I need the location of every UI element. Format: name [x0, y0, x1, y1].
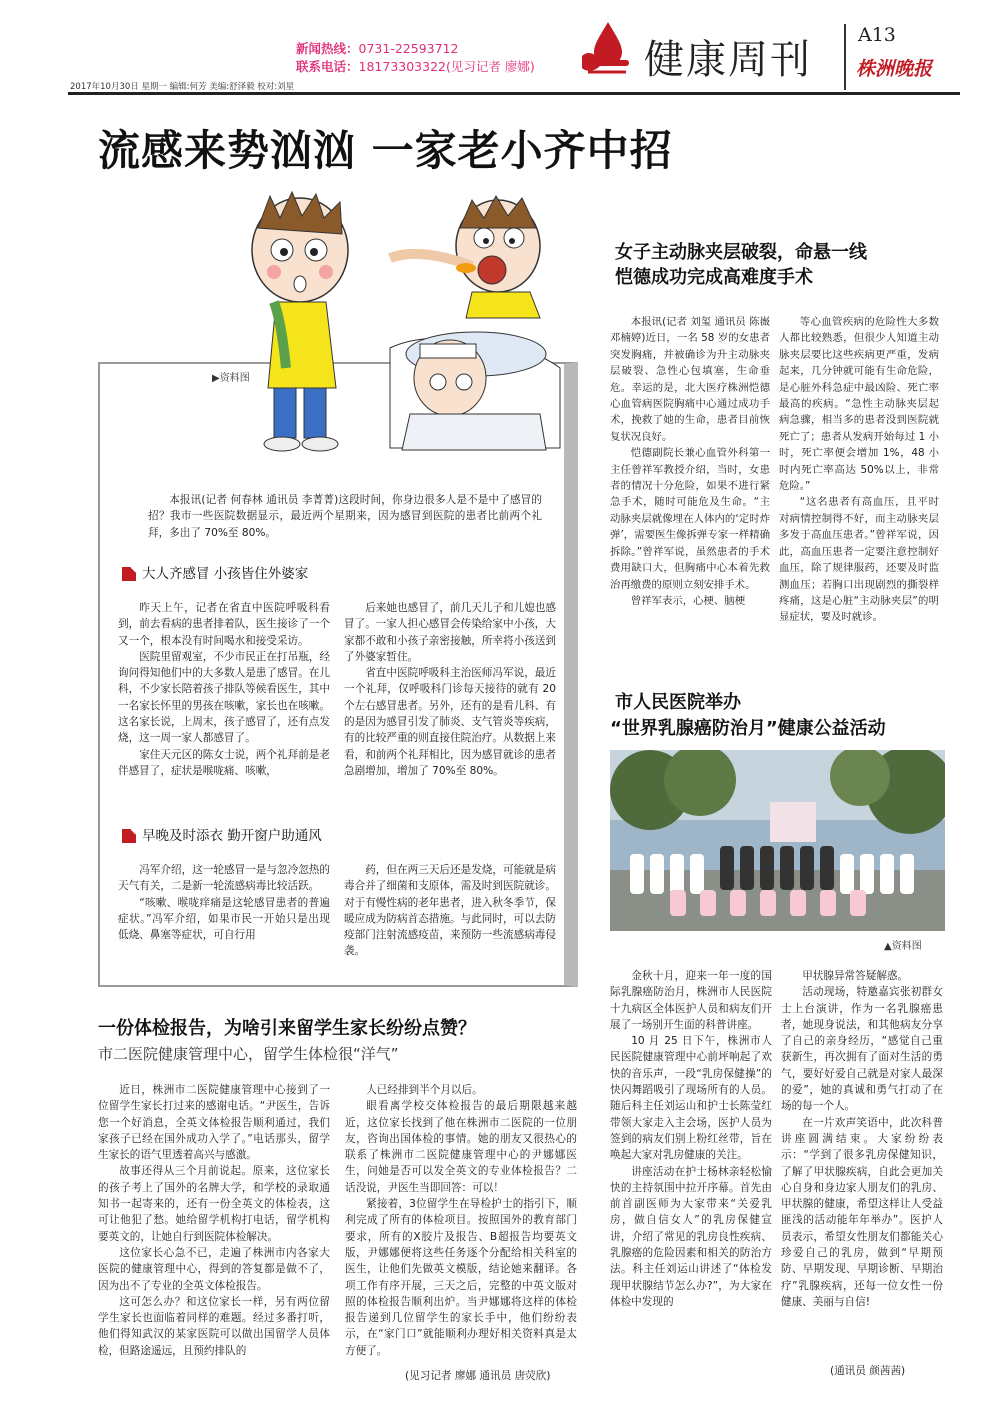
section-marker-icon	[122, 567, 136, 581]
story2-title-line2: 恺德成功完成高难度手术	[615, 267, 813, 288]
story2-col2	[779, 314, 939, 626]
story4-title: 一份体检报告，为啥引来留学生家长纷纷点赞？	[98, 1018, 476, 1039]
paragraph-line: “这名患者有高血压，且平时对病情控制得不好，而主动脉夹层多发于高血压患者。”曾祥军说，因此，高血压患者一定要注意控制好血压，除了规律服药，还要及时监测血压；若胸口出现剧烈的撕裂样疼痛，这是心脏“主动脉夹层”的明显症状，要及时就诊。	[779, 496, 939, 624]
story4-col1	[98, 1082, 330, 1359]
contact-phone	[296, 58, 535, 76]
section1-heading	[122, 562, 308, 582]
paragraph-line: 等心血管疾病的危险性大多数人都比较熟悉，但很少人知道主动脉夹层要比这些疾病更严重，发病起来，几分钟就可能有生命危险，是心脏外科急症中最凶险、死亡率最高的疾病。“急性主动脉夹层起病急骤，相当多的患者没到医院就死亡了；患者从发病开始每过 1 小时，死亡率便会增加 1%，48 小时内死亡率高达 50%以上，非常危险。”	[779, 316, 939, 493]
paragraph-line: 甲状腺异常答疑解惑。	[802, 970, 909, 982]
paragraph-line: 后来她也感冒了，前几天儿子和儿媳也感冒了。一家人担心感冒会传染给家中小孩，大家都不敢和小孩子亲密接触，所幸将小孩送到了外婆家暂住。	[344, 602, 556, 663]
story3-col1	[610, 968, 772, 1310]
paragraph-line: 金秋十月，迎来一年一度的国际乳腺癌防治月，株洲市人民医院十九病区全体医护人员和病友们开展了一场别开生面的科普讲座。	[610, 970, 772, 1031]
standing-boy-figure	[252, 192, 348, 451]
section2-col2: 药，但在两三天后还是发烧，可能就是病毒合并了细菌和支原体，需及时到医院就诊。对于有慢性病的老年患者，进入秋冬季节，保暖应成为防病首态措施。与此同时，可以去防疫部门注射流感疫苗，来预防一些流感病毒侵袭。	[344, 864, 556, 958]
masthead-divider	[844, 24, 846, 90]
hotline-value: 0731-22593712	[358, 41, 459, 56]
image-caption: ▶资料图	[212, 373, 250, 384]
story4-col2	[345, 1082, 577, 1359]
paragraph-line: 曾祥军表示，心梗、脑梗	[630, 594, 746, 607]
story4-byline: (见习记者 廖娜 通讯员 唐荧欣)	[405, 1370, 551, 1382]
hotline-label: 新闻热线：	[296, 41, 359, 56]
story3-title-line2: “世界乳腺癌防治月”健康公益活动	[610, 718, 886, 739]
main-headline: 流感来势汹汹 一家老小齐中招	[98, 126, 673, 175]
paragraph-line: 故事还得从三个月前说起。原来，这位家长的孩子考上了国外的名牌大学，和学校的录取通知书一起寄来的，还有一份全英文的体检表，这可让他犯了愁。她给留学机构打电话，留学机构要英文的，让她自行到医院体检解决。	[98, 1165, 330, 1243]
medicine-spoon-figure	[390, 196, 540, 318]
section-marker-icon	[122, 829, 136, 843]
page-number: A13	[858, 24, 896, 46]
paragraph-line: 省直中医院呼吸科主治医师冯军说，最近一个礼拜，仅呼吸科门诊每天接待的就有 20 个左右感冒患者。另外，还有的是看儿科、有的是因为感冒引发了肺炎、支气管炎等疾病，有的比较严重的则直接住院治疗。从数据上来看，和前两个礼拜相比，因为感冒就诊的患者急剧增加，增加了 70%至 80%。	[344, 667, 560, 777]
cartoon-sick-family	[240, 188, 600, 463]
story4-subtitle: 市二医院健康管理中心，留学生体检很“洋气”	[98, 1045, 399, 1063]
main-intro: 本报讯(记者 何春林 通讯员 李菁菁)这段时间，你身边很多人是不是中了感冒的招？我市一些医院数据显示，最近两个星期来，因为感冒到医院的患者比前两个礼拜，多出了 70%至 80%。	[148, 494, 542, 539]
photo-caption: ▲资料图	[884, 941, 922, 952]
section1-title: 大人齐感冒 小孩皆住外婆家	[142, 566, 309, 582]
paragraph-line: 活动现场，特邀嘉宾张初群女士上台演讲，作为一名乳腺癌患者，她现身说法，和其他病友分享了自己的亲身经历，“感觉自己重获新生，再次拥有了面对生活的勇气，要好好爱自己就是对家人最深的爱”，她的真诚和勇气打动了在场的每一个人。	[781, 986, 943, 1113]
paragraph-line: 人已经排到半个月以后。	[366, 1084, 483, 1096]
story3-title-line1: 市人民医院举办	[615, 692, 741, 713]
section1-col1	[118, 600, 330, 779]
paragraph-line: 这位家长心急不已，走遍了株洲市内各家大医院的健康管理中心，得到的答复都是做不了，因为出不了专业的全英文体检报告。	[98, 1246, 330, 1292]
story2-col1	[610, 314, 774, 609]
section2-heading	[122, 824, 322, 844]
story3-col2	[781, 968, 943, 1310]
section-title: 健康周刊	[644, 37, 812, 83]
paragraph-line: 本报讯(记者 刘玺 通讯员 陈嶶 邓楠婷)近日，一名 58 岁的女患者突发胸痛，并被确诊为升主动脉夹层破裂、急性心包填塞，生命垂危。幸运的是，北大医疗株洲恺德心血管病医院胸痛中心通过成功手术，挽救了她的生命，患者目前恢复状况良好。	[610, 316, 774, 443]
contact-value: 18173303322(见习记者 廖娜)	[358, 59, 535, 74]
contact-label: 联系电话：	[296, 59, 359, 74]
sick-bed-figure	[390, 332, 560, 450]
paragraph-line: 医院里留观室，不少市民正在打吊瓶，经询问得知他们中的大多数人是患了感冒。在儿科，不少家长陪着孩子排队等候看医生，其中一名家长怀里的男孩在咳嗽，家长也在咳嗽。这名家长说，上周末，孩子感冒了，还有点发烧，这一周一家人都感冒了。	[118, 650, 330, 745]
story2-title-line1: 女子主动脉夹层破裂，命悬一线	[615, 242, 867, 263]
section1-col2	[344, 600, 560, 779]
paragraph-line: 眼看离学校交体检报告的最后期限越来越近，这位家长找到了他在株洲市二医院的一位朋友，咨询出国体检的事情。她的朋友又很热心的联系了株洲市二医院健康管理中心的尹娜娜医生，问她是否可以发全英文的专业体检报告？二话没说，尹医生当即回答：可以！	[345, 1100, 577, 1194]
section2-col1	[118, 862, 330, 943]
paragraph-line: 在一片欢声笑语中，此次科普讲座圆满结束。大家纷纷表示：“学到了很多乳房保健知识，了解了甲状腺疾病，自此会更加关心自身和身边家人朋友们的乳房、甲状腺的健康，希望这样让人受益匪浅的活动能年年举办”。医护人员表示，希望女性朋友们都能关心珍爱自己的乳房，做到“早期预防、早期发现、早期诊断、早期治疗”乳腺疾病，还每一位女性一份健康、美丽与自信!	[781, 1116, 943, 1308]
section2-title: 早晚及时添衣 勤开窗户助通风	[142, 828, 322, 844]
paragraph-line: 近日，株洲市二医院健康管理中心接到了一位留学生家长打过来的感谢电话。“尹医生，告诉您一个好消息，全英文体检报告顺利通过，我们家孩子已经在国外成功入学了。”电话那头，留学生家长的语气里透着高兴与感激。	[98, 1084, 330, 1162]
masthead-rule	[68, 92, 960, 95]
paragraph-line: 紧接着，3位留学生在导检护士的指引下，顺利完成了所有的体检项目。按照国外的教育部门要求，所有的X胶片及报告、B超报告均要英文版，尹娜娜便将这些任务逐个分配给相关科室的医生，让他们先做英文模版，结论她来翻译。各项工作有序开展，三天之后，完整的中英文版对照的体检报告顺利出炉。当尹娜娜将这样的体检报告递到几位留学生的家长手中，他们纷纷表示，在“家门口”就能顺利办理好相关资料真是太方便了。	[345, 1198, 577, 1357]
paragraph-line: 讲座活动在护士杨林亲轻松愉快的主持氛围中拉开序幕。首先由前首副医师为大家带来“关爱乳房，做自信女人”的乳房保健宣讲，介绍了常见的乳房良性疾病、乳腺癌的危险因素和相关的防治方法。科主任刘运山讲述了“体检发现甲状腺结节怎么办?”，为大家在体检中发现的	[610, 1165, 772, 1308]
news-hotline	[296, 40, 458, 58]
paper-name: 株洲晚报	[856, 58, 933, 80]
group-photo	[610, 750, 945, 931]
paragraph-line: 这可怎么办？和这位家长一样，另有两位留学生家长也面临着同样的难题。经过多番打听，他们得知武汉的某家医院可以做出国留学人员体检，但路途遥远，且预约排队的	[98, 1295, 330, 1357]
paragraph-line: 家住天元区的陈女士说，两个礼拜前是老伴感冒了，症状是喉咙痛、咳嗽，	[118, 748, 330, 777]
section-logo-icon	[578, 20, 634, 78]
date-line: 2017年10月30日 星期一 编辑:何芳 美编:舒泽毅 校对:刘星	[70, 82, 295, 92]
paragraph-line: 恺德副院长兼心血管外科第一主任曾祥军教授介绍，当时，女患者的情况十分危险，如果不进行紧急手术，随时可能危及生命。“主动脉夹层就像埋在人体内的‘定时炸弹’，需要医生像拆弹专家一样精确拆除。”曾祥军说，虽然患者的手术费用缺口大，但胸痛中心本着先救治再缴费的原则立刻安排手术。	[610, 447, 770, 591]
paragraph-line: 昨天上午，记者在省直中医院呼吸科看到，前去看病的患者排着队，医生接诊了一个又一个，根本没有时间喝水和接受采访。	[118, 602, 330, 647]
paragraph-line: 冯军介绍，这一轮感冒一是与忽冷忽热的天气有关，二是新一轮流感病毒比较活跃。	[118, 864, 330, 893]
story3-byline: (通讯员 颜茜茜)	[830, 1365, 906, 1377]
paragraph-line: 10 月 25 日下午，株洲市人民医院健康管理中心前坪响起了欢快的音乐声，一段“乳房保健操”的快闪舞蹈吸引了现场所有的人员。随后科主任刘运山和护士长陈莹红带领大家走入主会场，医护人员为签到的病友们别上粉红丝带，旨在唤起大家对乳房健康的关注。	[610, 1035, 772, 1162]
paragraph-line: “咳嗽、喉咙痒痛是这轮感冒患者的普遍症状。”冯军介绍，如果市民一开始只是出现低烧、鼻塞等症状，可自行用	[118, 896, 330, 942]
